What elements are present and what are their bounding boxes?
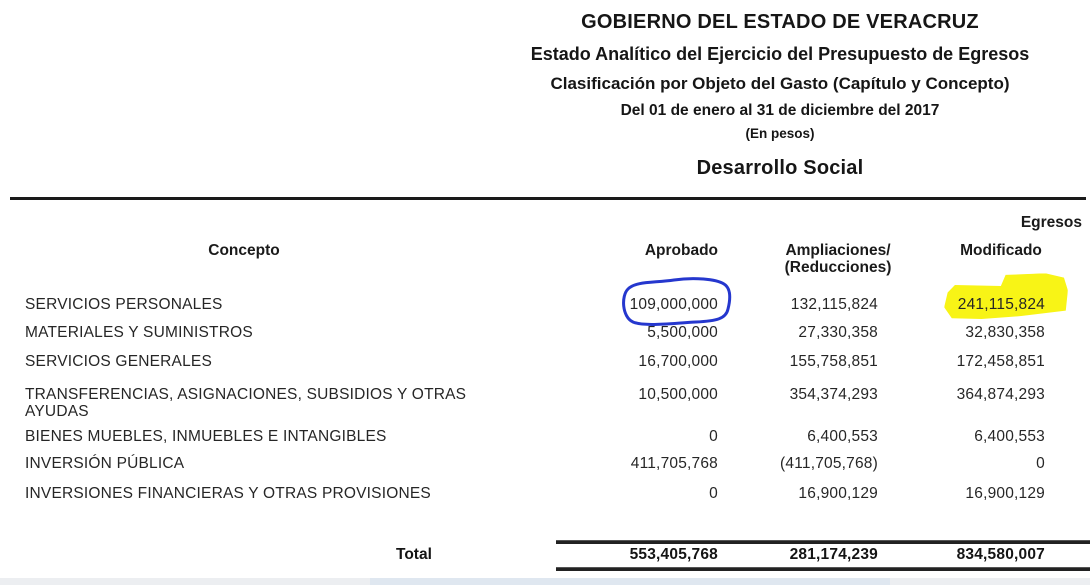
table-row (25, 296, 1045, 314)
cell-ampliaciones: 6,400,553 (807, 428, 878, 445)
bottom-edge-band-segment (370, 578, 890, 585)
table-row (25, 455, 1045, 473)
cell-aprobado: 16,700,000 (638, 353, 718, 370)
row-label: INVERSIÓN PÚBLICA (25, 455, 185, 472)
row-label: MATERIALES Y SUMINISTROS (25, 324, 253, 341)
row-label: SERVICIOS GENERALES (25, 353, 212, 370)
cell-modificado: 241,115,824 (957, 296, 1045, 313)
report-subtitle-2: Clasificación por Objeto del Gasto (Capítulo y Concepto) (550, 74, 1010, 93)
cell-modificado: 6,400,553 (974, 428, 1045, 445)
cell-ampliaciones: 132,115,824 (790, 296, 878, 313)
cell-modificado: 172,458,851 (956, 353, 1045, 370)
table-row (25, 386, 1045, 420)
cell-ampliaciones: 16,900,129 (798, 485, 878, 502)
cell-ampliaciones: 155,758,851 (789, 353, 878, 370)
cell-aprobado: 411,705,768 (630, 455, 718, 472)
report-subtitle-1: Estado Analítico del Ejercicio del Presupuesto de Egresos (530, 44, 1030, 64)
row-label: BIENES MUEBLES, INMUEBLES E INTANGIBLES (25, 428, 387, 445)
column-header-aprobado: Aprobado (644, 242, 718, 259)
table-row (25, 353, 1045, 371)
column-header-ampliaciones (763, 242, 913, 276)
cell-ampliaciones: (411,705,768) (780, 455, 878, 472)
cell-modificado: 0 (1036, 455, 1045, 472)
row-label-line1: TRANSFERENCIAS, ASIGNACIONES, SUBSIDIOS Y OTRAS (25, 386, 467, 403)
cell-aprobado: 0 (709, 428, 718, 445)
total-aprobado: 553,405,768 (629, 546, 718, 563)
total-divider-top (556, 540, 1090, 544)
cell-aprobado: 0 (709, 485, 718, 502)
cell-aprobado: 5,500,000 (647, 324, 718, 341)
total-label-spacer (25, 546, 555, 564)
page-title: GOBIERNO DEL ESTADO DE VERACRUZ (581, 11, 979, 33)
total-row (25, 546, 1045, 564)
table-row (25, 428, 1045, 446)
total-modificado: 834,580,007 (956, 546, 1045, 563)
row-label: SERVICIOS PERSONALES (25, 296, 223, 313)
cell-ampliaciones: 27,330,358 (798, 324, 878, 341)
currency-note: (En pesos) (745, 126, 815, 141)
column-header-concepto: Concepto (208, 242, 280, 259)
section-title: Desarrollo Social (696, 157, 864, 179)
cell-modificado: 16,900,129 (965, 485, 1045, 502)
cell-aprobado: 109,000,000 (629, 296, 718, 313)
header-divider (10, 197, 1086, 200)
cell-aprobado: 10,500,000 (638, 386, 718, 403)
row-label: INVERSIONES FINANCIERAS Y OTRAS PROVISIONES (25, 485, 431, 502)
total-ampliaciones: 281,174,239 (789, 546, 878, 563)
table-row (25, 324, 1045, 342)
cell-modificado: 364,874,293 (956, 386, 1045, 403)
report-period: Del 01 de enero al 31 de diciembre del 2017 (620, 102, 940, 119)
column-header-ampliaciones-line2: (Reducciones) (784, 259, 892, 276)
cell-modificado: 32,830,358 (965, 324, 1045, 341)
column-group-egresos: Egresos (1020, 214, 1082, 231)
row-label-line2: AYUDAS (25, 403, 89, 420)
total-divider-bottom (556, 567, 1090, 571)
column-header-modificado: Modificado (960, 242, 1042, 259)
row-label (25, 386, 555, 420)
table-row (25, 485, 1045, 503)
total-label: Total (396, 546, 432, 563)
cell-ampliaciones: 354,374,293 (789, 386, 878, 403)
column-header-ampliaciones-line1: Ampliaciones/ (785, 242, 891, 259)
